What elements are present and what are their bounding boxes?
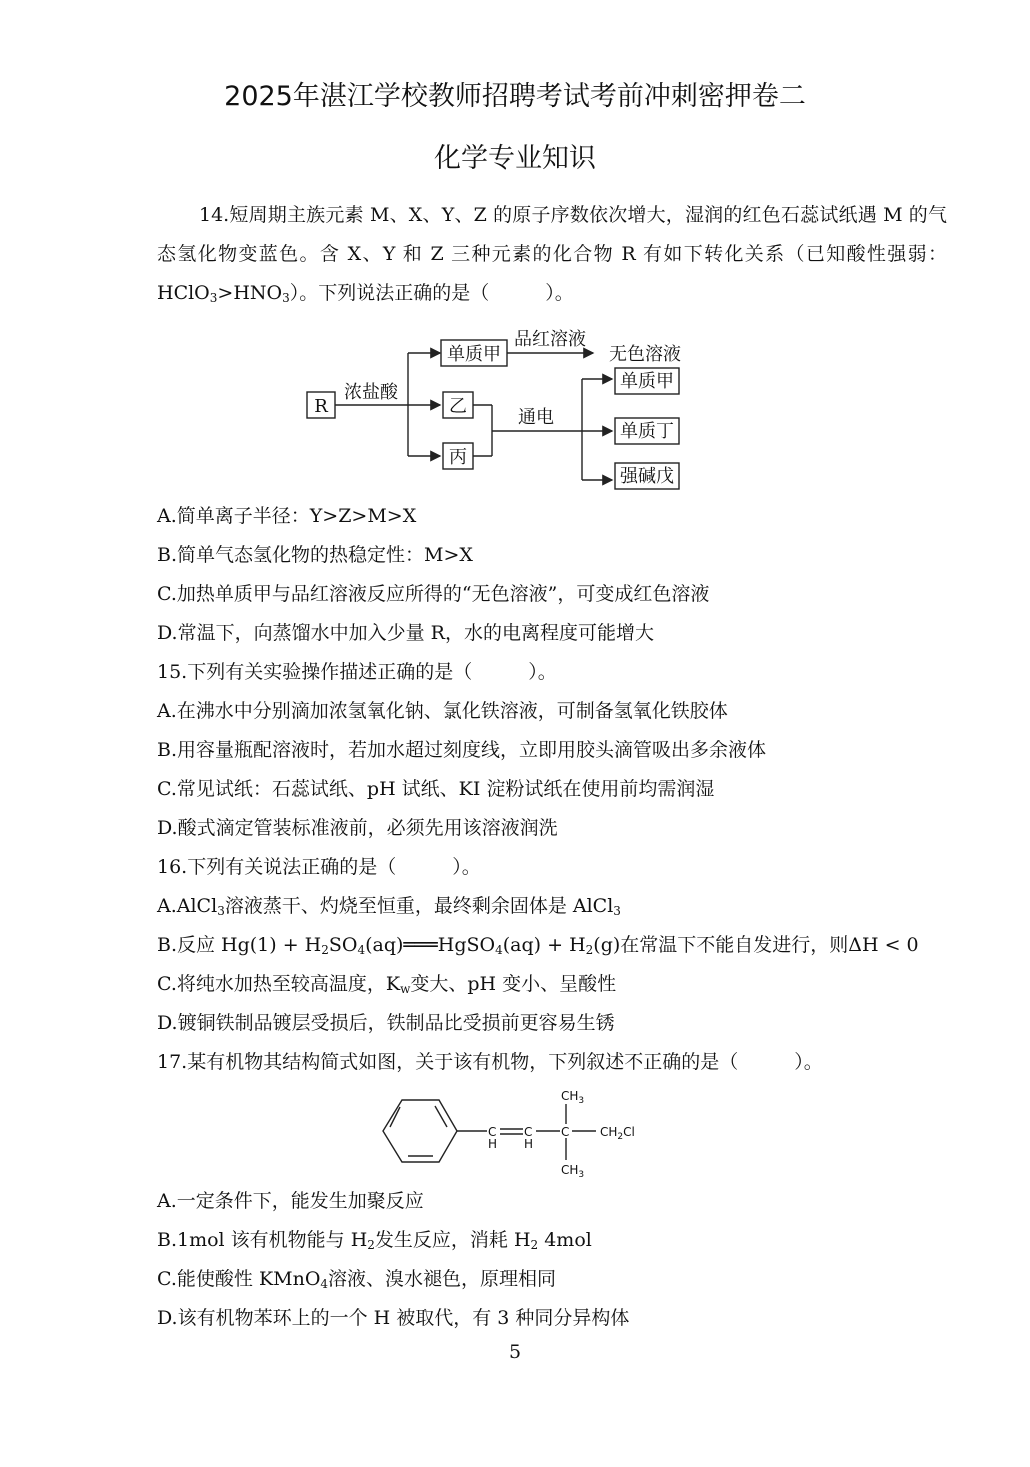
q17-option-a: A.一定条件下，能发生加聚反应	[157, 1190, 424, 1212]
benzene-double-bond-3	[435, 1106, 447, 1127]
struct-ch3-bottom: $CH_3$	[561, 1163, 585, 1180]
q14-reaction-diagram	[300, 322, 700, 492]
q14-stem: 14.短周期主族元素 M、X、Y、Z 的原子序数依次增大，湿润的红色石蕊试纸遇 M 的气态氢化物变蓝色。含 X、Y 和 Z 三种元素的化合物 R 有如下转化关系（已知酸性强弱：$HClO_3>HNO_3$）。下列说法正确的是（ ）。	[157, 204, 947, 305]
diagram-out-ding: 单质丁	[620, 421, 674, 442]
q15-option-d: D.酸式滴定管装标准液前，必须先用该溶液润洗	[157, 817, 558, 839]
q17-option-b: B.1mol 该有机物能与 $H_2$发生反应，消耗 $H_2$ 4mol	[157, 1229, 592, 1252]
struct-c2: C	[524, 1125, 533, 1139]
q16-option-a: A.AlCl$_3$溶液蒸干、灼烧至恒重，最终剩余固体是 AlCl$_3$	[157, 895, 621, 918]
q17-option-d: D.该有机物苯环上的一个 H 被取代，有 3 种同分异构体	[157, 1307, 630, 1329]
q15-option-c: C.常见试纸：石蕊试纸、pH 试纸、KI 淀粉试纸在使用前均需润湿	[157, 778, 715, 800]
q16-option-d: D.镀铜铁制品镀层受损后，铁制品比受损前更容易生锈	[157, 1012, 615, 1034]
page-subtitle: 化学专业知识	[434, 143, 596, 174]
q14-option-d: D.常温下，向蒸馏水中加入少量 R，水的电离程度可能增大	[157, 622, 654, 644]
diagram-bing: 丙	[449, 447, 467, 468]
diagram-r: R	[314, 396, 328, 417]
q17-structure-formula	[370, 1084, 670, 1184]
q16-stem: 16.下列有关说法正确的是（ ）。	[157, 856, 481, 878]
diagram-colorless: 无色溶液	[609, 344, 681, 365]
struct-ch2cl: $CH_2Cl$	[600, 1125, 635, 1142]
diagram-electrolysis: 通电	[518, 407, 554, 428]
q15-option-a: A.在沸水中分别滴加浓氢氧化钠、氯化铁溶液，可制备氢氧化铁胶体	[157, 700, 728, 722]
diagram-out-jia: 单质甲	[620, 371, 674, 392]
diagram-yi: 乙	[449, 396, 467, 417]
q17-stem: 17.某有机物其结构简式如图，关于该有机物，下列叙述不正确的是（ ）。	[157, 1051, 823, 1073]
q16-option-c: C.将纯水加热至较高温度，$K_w$变大、pH 变小、呈酸性	[157, 973, 617, 996]
q15-option-b: B.用容量瓶配溶液时，若加水超过刻度线，立即用胶头滴管吸出多余液体	[157, 739, 767, 761]
q14-option-c: C.加热单质甲与品红溶液反应所得的“无色溶液”，可变成红色溶液	[157, 583, 710, 605]
diagram-jia: 单质甲	[447, 344, 501, 365]
q14-option-a: A.简单离子半径：Y>Z>M>X	[157, 505, 417, 527]
q14-option-b: B.简单气态氢化物的热稳定性：M>X	[157, 544, 473, 566]
q17-option-c: C.能使酸性 KMnO$_4$溶液、溴水褪色，原理相同	[157, 1268, 557, 1291]
struct-h1: H	[488, 1137, 498, 1151]
diagram-pinhong: 品红溶液	[514, 329, 586, 350]
page-title: 2025年湛江学校教师招聘考试考前冲刺密押卷二	[224, 81, 806, 112]
diagram-out-wu: 强碱戊	[620, 466, 674, 487]
struct-c1: C	[488, 1125, 497, 1139]
diagram-acid: 浓盐酸	[344, 382, 398, 403]
q16-option-b: B.反应 $Hg(1) + H_2SO_4(aq)═══HgSO_4(aq) + H_2(g)$在常温下不能自发进行，则ΔH < 0	[157, 934, 919, 957]
struct-h2: H	[524, 1137, 534, 1151]
struct-ch3-top: $CH_3$	[561, 1089, 585, 1106]
q15-stem: 15.下列有关实验操作描述正确的是（ ）。	[157, 661, 557, 683]
struct-c-quaternary: C	[561, 1125, 570, 1139]
page-number: 5	[508, 1341, 522, 1363]
